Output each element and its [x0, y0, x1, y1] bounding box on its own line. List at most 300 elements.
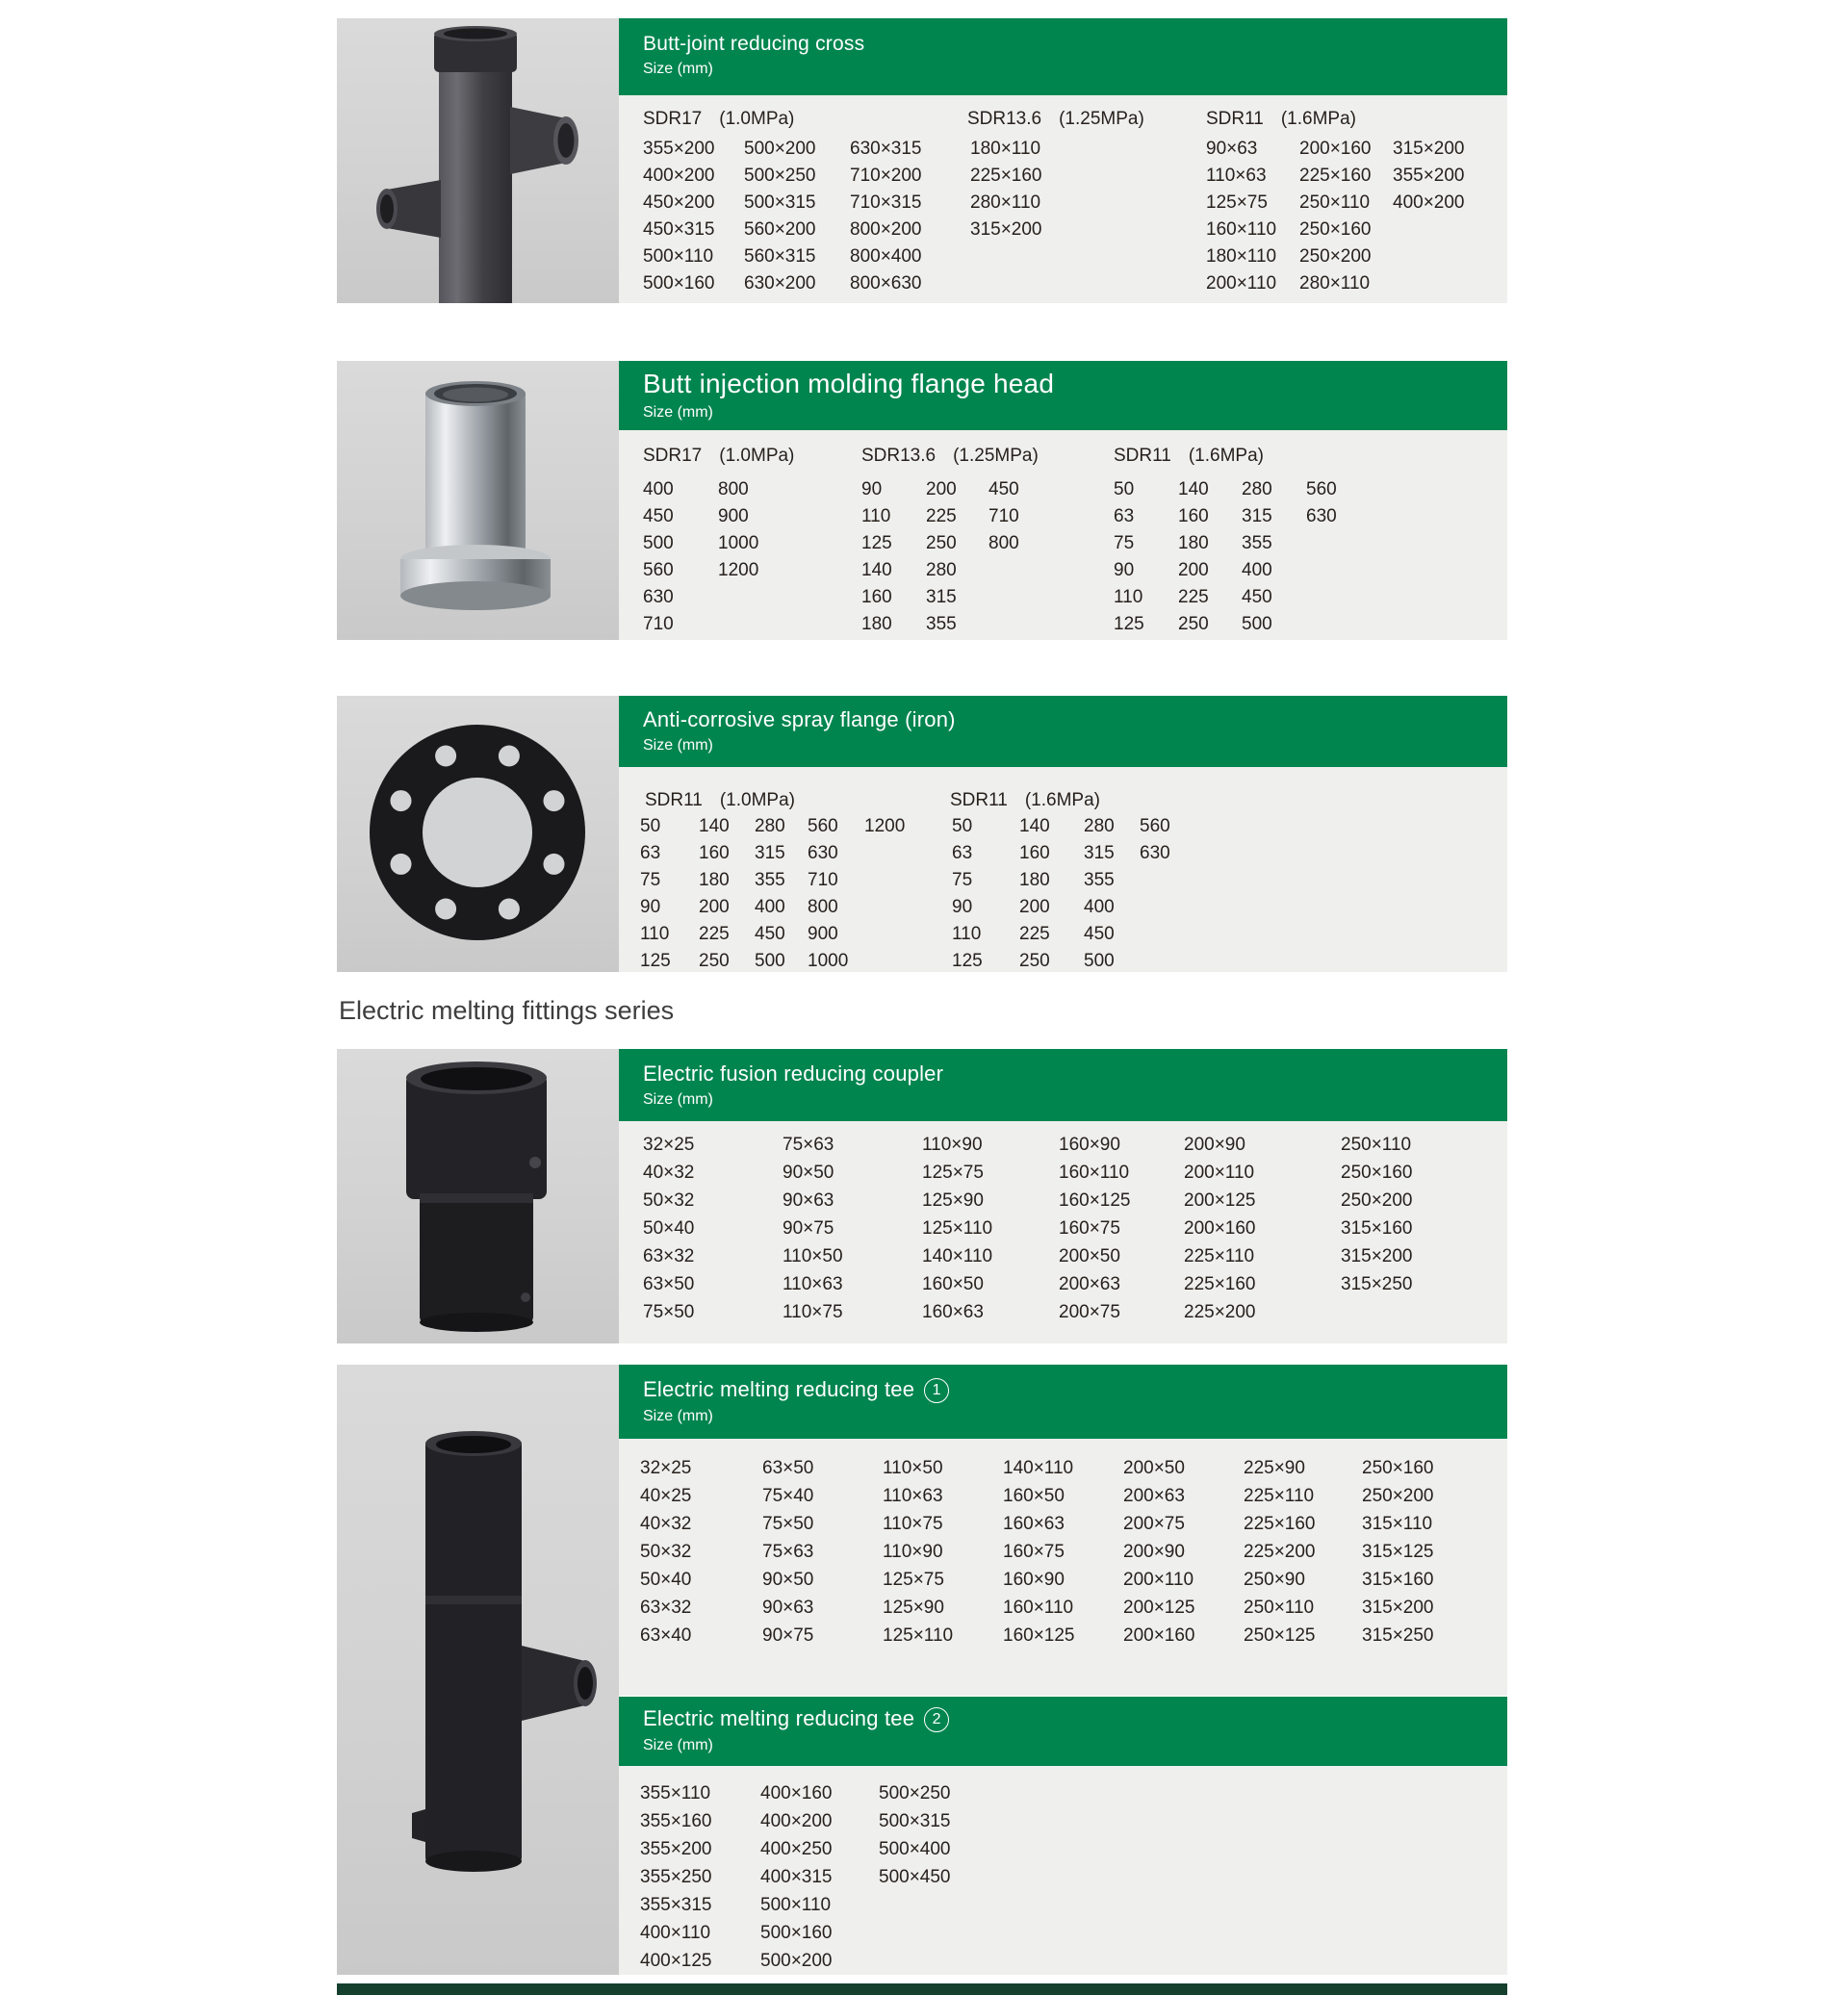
size-value: 1200: [864, 816, 906, 836]
size-value: 355×200: [1393, 166, 1465, 186]
size-value: 160×110: [1003, 1598, 1074, 1618]
size-value: 125: [952, 951, 983, 971]
size-value: 355×315: [640, 1895, 712, 1915]
size-value: 125: [640, 951, 671, 971]
size-value: 200×75: [1123, 1514, 1185, 1534]
size-column: [1306, 476, 1337, 530]
size-value: 450×200: [643, 192, 715, 213]
size-value: 50×40: [643, 1218, 695, 1239]
size-label: Size (mm): [643, 737, 713, 754]
section-title: Butt injection molding flange head: [643, 369, 1055, 398]
size-value: 160×110: [1059, 1163, 1130, 1183]
size-value: 400: [1242, 560, 1272, 580]
size-value: 140: [1178, 479, 1209, 499]
size-value: 315×125: [1362, 1542, 1434, 1562]
size-value: 200×110: [1123, 1570, 1194, 1590]
size-value: 180×110: [1206, 246, 1277, 267]
sdr-group-label: SDR11 (1.6MPa): [1114, 446, 1264, 466]
size-value: 180: [1019, 870, 1050, 890]
flange-head-image: [337, 361, 619, 640]
size-value: 500×160: [643, 273, 715, 294]
size-value: 75: [952, 870, 973, 890]
size-value: 40×32: [643, 1163, 695, 1183]
iron-flange-image: [337, 696, 619, 972]
size-value: 355: [926, 614, 957, 634]
size-value: 250×160: [1299, 219, 1372, 240]
size-value: 400×315: [760, 1867, 833, 1887]
size-value: 63: [640, 843, 661, 863]
size-value: 500×315: [879, 1811, 951, 1831]
size-value: 200×110: [1184, 1163, 1255, 1183]
size-value: 160×75: [1003, 1542, 1065, 1562]
size-value: 630×200: [744, 273, 816, 294]
size-value: 90×63: [1206, 139, 1258, 159]
size-column: [879, 1779, 951, 1891]
size-value: 280×110: [970, 192, 1041, 213]
size-value: 160×63: [1003, 1514, 1065, 1534]
size-value: 355×110: [640, 1783, 711, 1803]
section-header-reducing-tee-1: [619, 1365, 1507, 1439]
size-value: 125: [861, 533, 892, 553]
size-value: 110×75: [783, 1302, 843, 1322]
size-value: 250×110: [1341, 1135, 1412, 1155]
size-value: 500×250: [879, 1783, 951, 1803]
section-title: Anti-corrosive spray flange (iron): [643, 707, 956, 731]
footer-bar: [337, 1983, 1507, 1995]
sdr-group-label: SDR17 (1.0MPa): [643, 446, 795, 466]
size-value: 200: [1178, 560, 1209, 580]
size-column: [1299, 136, 1372, 297]
size-value: 75×50: [762, 1514, 814, 1534]
size-value: 710: [988, 506, 1019, 526]
size-value: 315: [1084, 843, 1115, 863]
size-value: 225×110: [1244, 1486, 1315, 1506]
size-column: [640, 1454, 691, 1650]
size-value: 800: [718, 479, 749, 499]
size-value: 450: [643, 506, 674, 526]
size-value: 250×125: [1244, 1625, 1316, 1646]
size-value: 710: [643, 614, 674, 634]
size-column: [640, 813, 671, 972]
size-value: 200×50: [1123, 1458, 1185, 1478]
size-value: 400×200: [1393, 192, 1465, 213]
size-value: 280: [755, 816, 785, 836]
reducing-coupler-image: [337, 1049, 619, 1343]
size-value: 800: [808, 897, 838, 917]
size-value: 160: [699, 843, 730, 863]
size-value: 250×200: [1362, 1486, 1434, 1506]
size-value: 400×110: [640, 1923, 711, 1943]
size-value: 160×50: [1003, 1486, 1065, 1506]
size-value: 125×90: [883, 1598, 944, 1618]
size-value: 225: [1178, 587, 1209, 607]
section-header-reducing-cross: [619, 18, 1507, 95]
size-value: 125×110: [883, 1625, 954, 1646]
size-value: 500×160: [760, 1923, 833, 1943]
size-value: 900: [808, 924, 838, 944]
size-column: [926, 476, 957, 638]
size-value: 280×110: [1299, 273, 1371, 294]
size-value: 355×200: [643, 139, 715, 159]
size-value: 800×630: [850, 273, 922, 294]
size-value: 630: [1306, 506, 1337, 526]
size-value: 800: [988, 533, 1019, 553]
size-value: 110×63: [783, 1274, 843, 1294]
size-column: [1140, 813, 1170, 867]
size-value: 315: [926, 587, 957, 607]
size-value: 90: [952, 897, 973, 917]
size-column: [970, 136, 1042, 243]
size-value: 500×200: [760, 1951, 833, 1971]
size-value: 160: [1019, 843, 1050, 863]
size-value: 250: [699, 951, 730, 971]
size-value: 400: [643, 479, 674, 499]
size-label: Size (mm): [643, 1408, 713, 1424]
size-column: [1362, 1454, 1434, 1650]
size-value: 560: [1306, 479, 1337, 499]
size-value: 630×315: [850, 139, 922, 159]
size-value: 200×63: [1059, 1274, 1120, 1294]
reducing-cross-image: [337, 18, 619, 303]
size-value: 710×200: [850, 166, 922, 186]
size-value: 250: [1019, 951, 1050, 971]
size-value: 315: [1242, 506, 1272, 526]
size-value: 250×200: [1341, 1190, 1413, 1211]
size-value: 63: [952, 843, 973, 863]
size-column: [922, 1131, 992, 1326]
size-value: 32×25: [643, 1135, 695, 1155]
size-value: 400×160: [760, 1783, 833, 1803]
size-value: 250: [926, 533, 957, 553]
size-value: 110×50: [883, 1458, 943, 1478]
size-value: 180: [1178, 533, 1209, 553]
size-value: 160×90: [1059, 1135, 1120, 1155]
size-column: [864, 813, 905, 840]
size-value: 500×110: [643, 246, 714, 267]
product-photo-flange-head: [337, 361, 619, 640]
size-value: 315×200: [970, 219, 1042, 240]
section-title: Electric melting reducing tee 2: [643, 1697, 1507, 1732]
size-value: 400×200: [760, 1811, 833, 1831]
size-column: [1206, 136, 1276, 297]
section-title: Electric fusion reducing coupler: [643, 1061, 944, 1086]
size-value: 250×160: [1341, 1163, 1413, 1183]
size-value: 400×125: [640, 1951, 712, 1971]
size-value: 355: [755, 870, 785, 890]
size-table-reducing-coupler: [619, 1121, 1507, 1343]
size-value: 900: [718, 506, 749, 526]
size-column: [1244, 1454, 1316, 1650]
size-value: 225: [1019, 924, 1050, 944]
size-value: 315: [755, 843, 785, 863]
size-value: 50: [640, 816, 661, 836]
size-value: 315×200: [1341, 1246, 1413, 1266]
size-value: 90×63: [762, 1598, 814, 1618]
size-column: [643, 476, 674, 638]
size-label: Size (mm): [643, 1091, 713, 1108]
size-value: 400: [1084, 897, 1115, 917]
size-value: 355×250: [640, 1867, 712, 1887]
size-value: 450: [755, 924, 785, 944]
size-table-reducing-cross: [619, 95, 1507, 303]
size-column: [640, 1779, 712, 1975]
size-value: 160: [861, 587, 892, 607]
size-value: 125×75: [883, 1570, 944, 1590]
size-value: 500: [1242, 614, 1272, 634]
size-value: 500×110: [760, 1895, 832, 1915]
size-value: 125×90: [922, 1190, 984, 1211]
size-value: 250×110: [1244, 1598, 1315, 1618]
size-value: 50×40: [640, 1570, 692, 1590]
size-value: 140: [1019, 816, 1050, 836]
product-photo-reducing-coupler: [337, 1049, 619, 1343]
product-photo-iron-flange: [337, 696, 619, 972]
section-header-flange-head: [619, 361, 1507, 430]
size-column: [1019, 813, 1050, 972]
size-value: 200×160: [1299, 139, 1372, 159]
size-value: 110×75: [883, 1514, 943, 1534]
size-value: 560: [643, 560, 674, 580]
size-value: 315×250: [1362, 1625, 1434, 1646]
size-value: 450: [988, 479, 1019, 499]
size-value: 225×200: [1184, 1302, 1256, 1322]
product-photo-reducing-tee: [337, 1365, 619, 1975]
size-value: 200×125: [1184, 1190, 1256, 1211]
size-value: 200×90: [1123, 1542, 1185, 1562]
size-value: 560: [1140, 816, 1170, 836]
size-column: [1178, 476, 1209, 638]
size-value: 140×110: [1003, 1458, 1074, 1478]
size-table-reducing-tee-2: [619, 1766, 1507, 1975]
size-value: 280: [1084, 816, 1115, 836]
size-label: Size (mm): [643, 61, 713, 77]
size-value: 280: [926, 560, 957, 580]
size-value: 75: [640, 870, 661, 890]
size-column: [755, 813, 785, 972]
circled-number-badge: 2: [924, 1707, 949, 1732]
size-value: 110×90: [883, 1542, 943, 1562]
size-value: 560×200: [744, 219, 816, 240]
section-header-reducing-coupler: [619, 1049, 1507, 1121]
size-value: 450: [1084, 924, 1115, 944]
size-value: 315×250: [1341, 1274, 1413, 1294]
size-value: 160×75: [1059, 1218, 1120, 1239]
size-value: 125×75: [1206, 192, 1268, 213]
size-value: 355×200: [640, 1839, 712, 1859]
size-value: 500: [755, 951, 785, 971]
size-column: [808, 813, 848, 972]
size-column: [1003, 1454, 1075, 1650]
size-value: 160×50: [922, 1274, 984, 1294]
size-value: 500×250: [744, 166, 816, 186]
size-value: 400×200: [643, 166, 715, 186]
size-value: 1200: [718, 560, 759, 580]
size-value: 800×400: [850, 246, 922, 267]
size-column: [762, 1454, 813, 1650]
size-value: 75×50: [643, 1302, 695, 1322]
size-column: [850, 136, 922, 297]
size-value: 63×50: [643, 1274, 695, 1294]
size-value: 500×400: [879, 1839, 951, 1859]
size-value: 200×50: [1059, 1246, 1120, 1266]
size-value: 560×315: [744, 246, 816, 267]
sdr-group-label: SDR13.6 (1.25MPa): [967, 109, 1144, 129]
size-value: 90×75: [783, 1218, 834, 1239]
size-value: 500: [1084, 951, 1115, 971]
size-value: 225×110: [1184, 1246, 1255, 1266]
product-photo-butt-joint-reducing-cross: [337, 18, 619, 303]
size-value: 225×160: [1299, 166, 1372, 186]
size-value: 125×110: [922, 1218, 993, 1239]
size-column: [643, 136, 715, 297]
size-value: 63: [1114, 506, 1135, 526]
size-value: 90: [640, 897, 661, 917]
size-column: [883, 1454, 953, 1650]
size-value: 110: [640, 924, 670, 944]
size-value: 450: [1242, 587, 1272, 607]
size-value: 280: [1242, 479, 1272, 499]
sdr-group-label: SDR13.6 (1.25MPa): [861, 446, 1039, 466]
section-header-iron-flange: [619, 696, 1507, 767]
size-value: 200×160: [1123, 1625, 1195, 1646]
section-header-reducing-tee-2: [619, 1697, 1507, 1766]
size-value: 200×90: [1184, 1135, 1245, 1155]
size-value: 225×200: [1244, 1542, 1316, 1562]
size-value: 160: [1178, 506, 1209, 526]
size-value: 630: [1140, 843, 1170, 863]
size-value: 50: [952, 816, 973, 836]
size-table-reducing-tee-1: [619, 1439, 1507, 1696]
size-value: 315×160: [1362, 1570, 1434, 1590]
size-value: 450×315: [643, 219, 715, 240]
size-column: [760, 1779, 833, 1975]
section-title: Electric melting reducing tee 1: [643, 1365, 1507, 1403]
size-value: 125×75: [922, 1163, 984, 1183]
size-value: 160×90: [1003, 1570, 1065, 1590]
size-table-iron-flange: [619, 767, 1507, 972]
size-value: 400×250: [760, 1839, 833, 1859]
size-value: 200: [926, 479, 957, 499]
size-column: [1084, 813, 1115, 972]
size-value: 75×63: [783, 1135, 834, 1155]
size-value: 710×315: [850, 192, 922, 213]
size-column: [744, 136, 816, 297]
size-value: 250×160: [1362, 1458, 1434, 1478]
size-value: 180: [861, 614, 892, 634]
size-value: 63×32: [640, 1598, 692, 1618]
circled-number-badge: 1: [924, 1378, 949, 1403]
size-value: 125: [1114, 614, 1144, 634]
size-column: [1059, 1131, 1131, 1326]
size-value: 355×160: [640, 1811, 712, 1831]
size-value: 160×125: [1003, 1625, 1075, 1646]
section-title: Butt-joint reducing cross: [643, 33, 865, 55]
size-value: 180: [699, 870, 730, 890]
size-value: 110×63: [883, 1486, 943, 1506]
size-value: 200×160: [1184, 1218, 1256, 1239]
size-column: [718, 476, 758, 584]
size-value: 225×160: [1244, 1514, 1316, 1534]
size-value: 400: [755, 897, 785, 917]
size-value: 50: [1114, 479, 1135, 499]
size-value: 110: [952, 924, 982, 944]
size-value: 630: [808, 843, 838, 863]
size-value: 200: [1019, 897, 1050, 917]
size-column: [1184, 1131, 1256, 1326]
size-column: [988, 476, 1019, 557]
size-value: 560: [808, 816, 838, 836]
size-value: 75×40: [762, 1486, 814, 1506]
size-value: 500×200: [744, 139, 816, 159]
reducing-tee-image: [337, 1365, 619, 1975]
size-value: 250×110: [1299, 192, 1371, 213]
size-value: 40×25: [640, 1486, 692, 1506]
size-value: 75×63: [762, 1542, 814, 1562]
size-value: 90×50: [783, 1163, 834, 1183]
size-value: 710: [808, 870, 838, 890]
size-value: 160×63: [922, 1302, 984, 1322]
size-column: [1242, 476, 1272, 638]
size-column: [952, 813, 983, 972]
size-value: 1000: [718, 533, 759, 553]
size-value: 500×315: [744, 192, 816, 213]
size-value: 90: [1114, 560, 1135, 580]
size-value: 40×32: [640, 1514, 692, 1534]
size-value: 63×40: [640, 1625, 692, 1646]
size-column: [1114, 476, 1144, 638]
size-column: [1393, 136, 1465, 217]
sdr-group-label: SDR17 (1.0MPa): [643, 109, 795, 129]
series-heading: Electric melting fittings series: [339, 996, 675, 1025]
size-value: 50×32: [643, 1190, 695, 1211]
size-value: 110×90: [922, 1135, 983, 1155]
sdr-group-label: SDR11 (1.6MPa): [950, 790, 1100, 810]
size-value: 225×160: [1184, 1274, 1256, 1294]
size-value: 500×450: [879, 1867, 951, 1887]
size-value: 225: [926, 506, 957, 526]
size-column: [1123, 1454, 1195, 1650]
size-value: 32×25: [640, 1458, 692, 1478]
size-value: 50×32: [640, 1542, 692, 1562]
size-value: 200×63: [1123, 1486, 1185, 1506]
size-value: 200×75: [1059, 1302, 1120, 1322]
size-column: [861, 476, 892, 638]
size-value: 355: [1084, 870, 1115, 890]
size-value: 315×160: [1341, 1218, 1413, 1239]
size-value: 250: [1178, 614, 1209, 634]
size-value: 200: [699, 897, 730, 917]
size-column: [783, 1131, 843, 1326]
size-value: 140×110: [922, 1246, 993, 1266]
size-value: 250×90: [1244, 1570, 1305, 1590]
size-value: 250×200: [1299, 246, 1372, 267]
size-column: [643, 1131, 694, 1326]
size-value: 1000: [808, 951, 849, 971]
size-value: 110: [861, 506, 891, 526]
size-value: 315×200: [1393, 139, 1465, 159]
size-value: 630: [643, 587, 674, 607]
size-value: 160×125: [1059, 1190, 1131, 1211]
size-value: 180×110: [970, 139, 1041, 159]
size-value: 315×200: [1362, 1598, 1434, 1618]
size-value: 500: [643, 533, 674, 553]
size-value: 225: [699, 924, 730, 944]
size-value: 355: [1242, 533, 1272, 553]
size-column: [699, 813, 730, 972]
size-value: 90×75: [762, 1625, 814, 1646]
size-label: Size (mm): [643, 404, 713, 421]
size-value: 90×63: [783, 1190, 834, 1211]
